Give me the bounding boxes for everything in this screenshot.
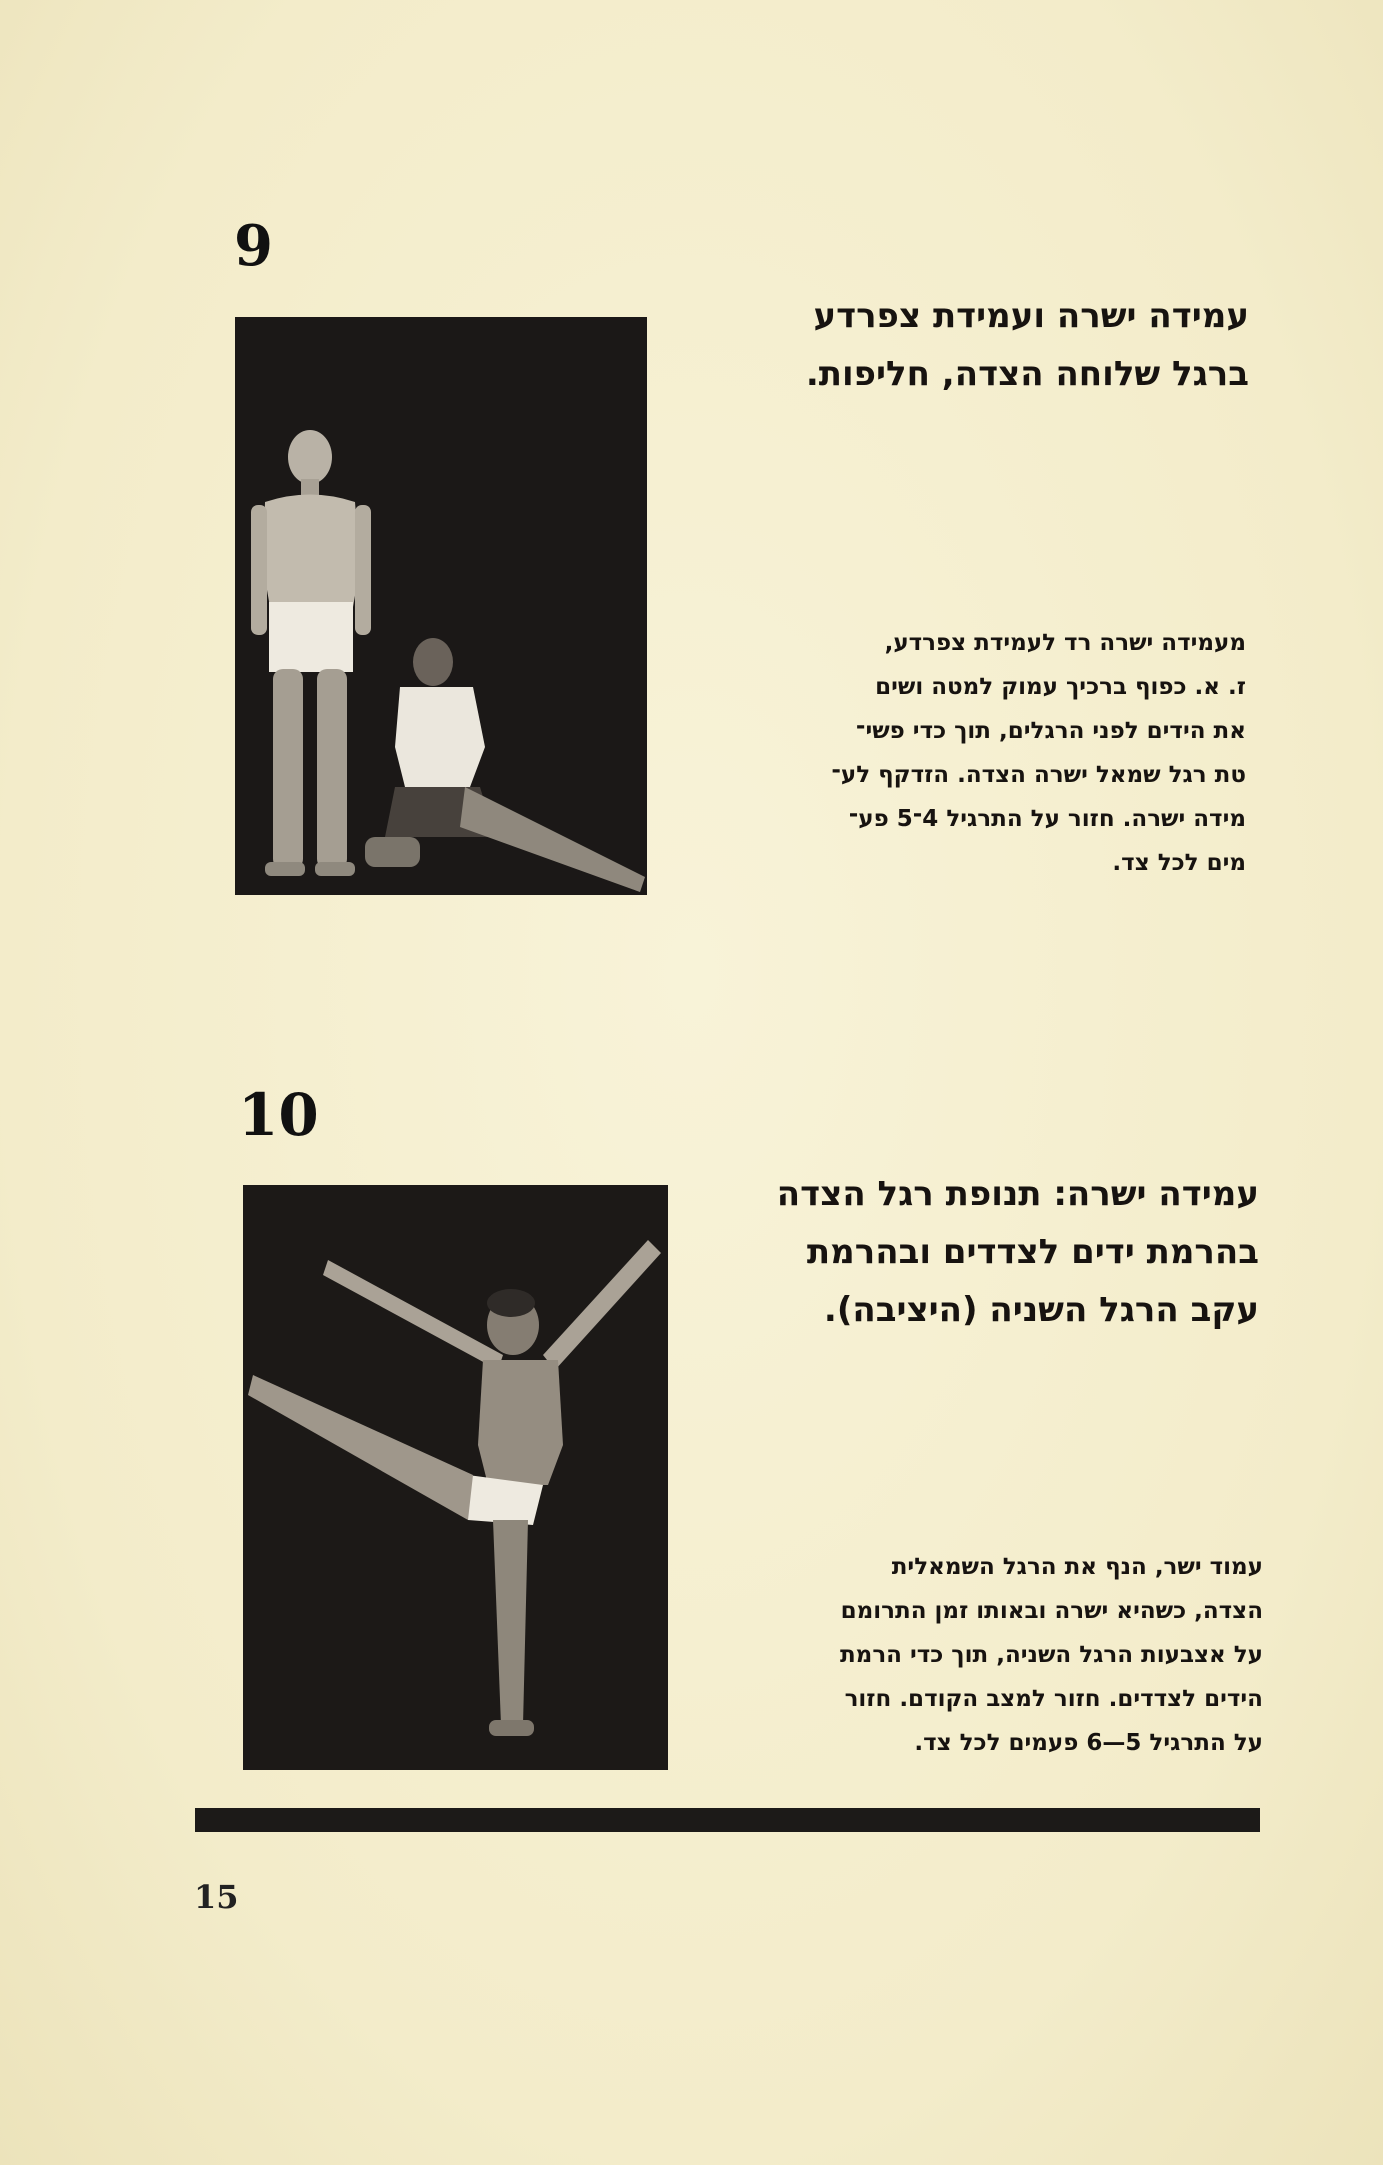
title-line: בהרמת ידים לצדדים ובהרמת — [806, 1232, 1259, 1272]
description-line: ז. א. כפוף ברכיך עמוק למטה ושים — [875, 674, 1246, 700]
title-line: עמידה ישרה ועמידת צפרדע — [813, 296, 1249, 336]
exercise-number: 9 — [234, 213, 273, 279]
exercise-title — [629, 287, 1249, 403]
exercise-photo-standing-and-frog — [235, 317, 647, 895]
description-line: מידה ישרה. חזור על התרגיל 4־5 פע־ — [848, 806, 1246, 832]
description-line: מעמידה ישרה רד לעמידת צפרדע, — [884, 630, 1246, 656]
description-line: עמוד ישר, הנף את הרגל השמאלית — [891, 1554, 1263, 1580]
description-line: מים לכל צד. — [1112, 850, 1246, 876]
description-line: הצדה, כשהיא ישרה ובאותו זמן התרומם — [840, 1598, 1263, 1624]
description-line: על אצבעות הרגל השניה, תוך כדי הרמת — [839, 1642, 1263, 1668]
footer-rule — [195, 1808, 1260, 1832]
title-line: ברגל שלוחה הצדה, חליפות. — [805, 354, 1249, 394]
description-line: הידים לצדדים. חזור למצב הקודם. חזור — [844, 1686, 1263, 1712]
title-line: עקב הרגל השניה (היציבה). — [823, 1290, 1259, 1330]
exercise-title — [639, 1165, 1259, 1339]
exercise-description — [643, 1545, 1263, 1765]
exercise-description — [626, 621, 1246, 885]
description-line: את הידים לפני הרגלים, תוך כדי פשי־ — [855, 718, 1246, 744]
page-number: 15 — [194, 1878, 239, 1916]
title-line: עמידה ישרה: תנופת רגל הצדה — [776, 1174, 1259, 1214]
exercise-number: 10 — [238, 1081, 319, 1149]
description-line: טת רגל שמאל ישרה הצדה. הזדקף לע־ — [831, 762, 1246, 788]
description-line: על התרגיל 5—6 פעמים לכל צד. — [914, 1730, 1263, 1756]
exercise-photo-leg-swing — [243, 1185, 668, 1770]
